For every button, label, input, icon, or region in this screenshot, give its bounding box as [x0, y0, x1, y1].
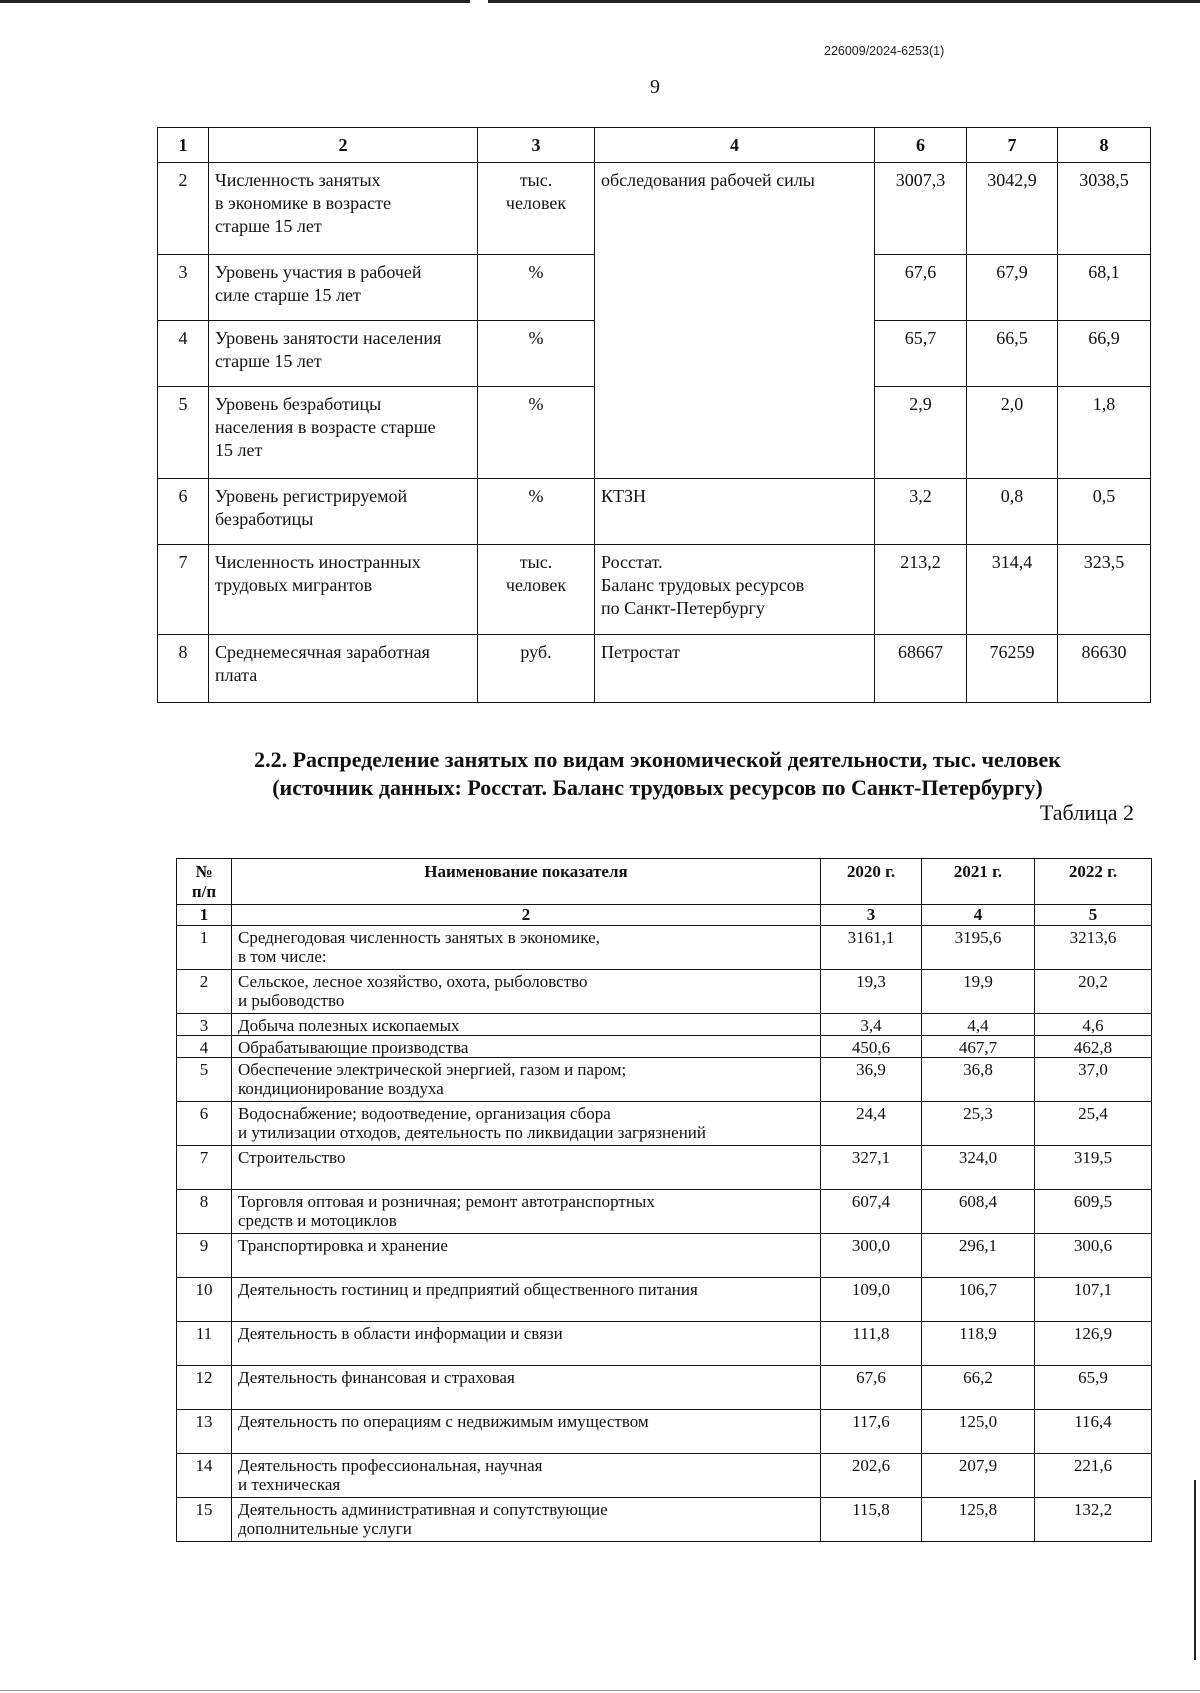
value-col-7: 314,4 — [967, 545, 1058, 635]
row-number: 4 — [177, 1036, 232, 1058]
column-header-2020: 2020 г. — [821, 859, 922, 905]
value-2022: 609,5 — [1035, 1190, 1152, 1234]
value-col-6: 3007,3 — [875, 163, 967, 255]
table-row — [177, 1454, 1152, 1498]
value-2021: 19,9 — [922, 970, 1035, 1014]
table-row — [177, 1234, 1152, 1278]
table-header-row — [158, 128, 1151, 163]
value-2021: 608,4 — [922, 1190, 1035, 1234]
value-2022: 300,6 — [1035, 1234, 1152, 1278]
activity-name: Среднегодовая численность занятых в экономике, в том числе: — [232, 926, 821, 970]
table-row — [158, 635, 1151, 703]
indicator-name: Уровень участия в рабочей силе старше 15 лет — [209, 255, 478, 321]
value-2022: 319,5 — [1035, 1146, 1152, 1190]
row-number: 2 — [158, 163, 209, 255]
row-number: 5 — [158, 387, 209, 479]
indicator-name: Численность иностранных трудовых мигрантов — [209, 545, 478, 635]
value-2020: 109,0 — [821, 1278, 922, 1322]
column-index-row — [177, 905, 1152, 926]
row-number: 11 — [177, 1322, 232, 1366]
value-2021: 3195,6 — [922, 926, 1035, 970]
column-header: 7 — [967, 128, 1058, 163]
value-col-7: 2,0 — [967, 387, 1058, 479]
table-row — [177, 1410, 1152, 1454]
scan-top-edge — [0, 0, 1200, 3]
activity-name: Транспортировка и хранение — [232, 1234, 821, 1278]
table-row — [177, 1102, 1152, 1146]
table-row — [158, 479, 1151, 545]
labor-indicators-table — [157, 127, 1151, 703]
value-2022: 65,9 — [1035, 1366, 1152, 1410]
value-col-7: 67,9 — [967, 255, 1058, 321]
table-row — [177, 1498, 1152, 1542]
data-source: Петростат — [595, 635, 875, 703]
value-2020: 111,8 — [821, 1322, 922, 1366]
value-2022: 4,6 — [1035, 1014, 1152, 1036]
value-2020: 67,6 — [821, 1366, 922, 1410]
value-2020: 115,8 — [821, 1498, 922, 1542]
value-2020: 24,4 — [821, 1102, 922, 1146]
row-number: 1 — [177, 926, 232, 970]
value-col-8: 66,9 — [1058, 321, 1151, 387]
scan-artifact — [0, 1690, 1200, 1691]
unit: тыс. человек — [478, 545, 595, 635]
data-source: КТЗН — [595, 479, 875, 545]
table-row — [177, 926, 1152, 970]
scan-artifact — [1194, 1480, 1196, 1660]
value-2022: 37,0 — [1035, 1058, 1152, 1102]
row-number: 2 — [177, 970, 232, 1014]
table-row — [177, 1058, 1152, 1102]
value-2020: 607,4 — [821, 1190, 922, 1234]
unit: % — [478, 479, 595, 545]
value-2022: 462,8 — [1035, 1036, 1152, 1058]
column-index: 2 — [232, 905, 821, 926]
value-col-6: 65,7 — [875, 321, 967, 387]
activity-name: Деятельность гостиниц и предприятий общественного питания — [232, 1278, 821, 1322]
row-number: 13 — [177, 1410, 232, 1454]
table-row — [177, 1036, 1152, 1058]
value-2021: 125,0 — [922, 1410, 1035, 1454]
value-2022: 116,4 — [1035, 1410, 1152, 1454]
value-2021: 4,4 — [922, 1014, 1035, 1036]
column-header-2021: 2021 г. — [922, 859, 1035, 905]
value-2020: 450,6 — [821, 1036, 922, 1058]
value-2022: 3213,6 — [1035, 926, 1152, 970]
value-col-7: 3042,9 — [967, 163, 1058, 255]
value-2020: 202,6 — [821, 1454, 922, 1498]
unit: % — [478, 255, 595, 321]
row-number: 8 — [177, 1190, 232, 1234]
unit: руб. — [478, 635, 595, 703]
table-header-row — [177, 859, 1152, 905]
column-index: 3 — [821, 905, 922, 926]
value-col-7: 66,5 — [967, 321, 1058, 387]
value-2020: 19,3 — [821, 970, 922, 1014]
value-2022: 132,2 — [1035, 1498, 1152, 1542]
indicator-name: Среднемесячная заработная плата — [209, 635, 478, 703]
value-2022: 25,4 — [1035, 1102, 1152, 1146]
value-2021: 207,9 — [922, 1454, 1035, 1498]
activity-name: Обрабатывающие производства — [232, 1036, 821, 1058]
value-col-6: 68667 — [875, 635, 967, 703]
document-id: 226009/2024-6253(1) — [824, 44, 945, 58]
table-row — [177, 1190, 1152, 1234]
column-header: 4 — [595, 128, 875, 163]
activity-name: Торговля оптовая и розничная; ремонт автотранспортных средств и мотоциклов — [232, 1190, 821, 1234]
unit: % — [478, 321, 595, 387]
table-row — [177, 1278, 1152, 1322]
value-2022: 221,6 — [1035, 1454, 1152, 1498]
row-number: 7 — [158, 545, 209, 635]
value-2022: 126,9 — [1035, 1322, 1152, 1366]
table-row — [177, 1322, 1152, 1366]
value-col-8: 0,5 — [1058, 479, 1151, 545]
value-2021: 296,1 — [922, 1234, 1035, 1278]
value-col-8: 86630 — [1058, 635, 1151, 703]
row-number: 8 — [158, 635, 209, 703]
employment-by-activity-table — [176, 858, 1152, 1542]
value-2021: 106,7 — [922, 1278, 1035, 1322]
value-col-8: 3038,5 — [1058, 163, 1151, 255]
activity-name: Строительство — [232, 1146, 821, 1190]
value-2021: 125,8 — [922, 1498, 1035, 1542]
value-2022: 20,2 — [1035, 970, 1152, 1014]
row-number: 3 — [177, 1014, 232, 1036]
value-2021: 25,3 — [922, 1102, 1035, 1146]
value-2020: 327,1 — [821, 1146, 922, 1190]
activity-name: Сельское, лесное хозяйство, охота, рыболовство и рыбоводство — [232, 970, 821, 1014]
row-number: 3 — [158, 255, 209, 321]
value-col-6: 67,6 — [875, 255, 967, 321]
row-number: 6 — [177, 1102, 232, 1146]
column-header-2022: 2022 г. — [1035, 859, 1152, 905]
row-number: 12 — [177, 1366, 232, 1410]
column-header-name: Наименование показателя — [232, 859, 821, 905]
section-title: 2.2. Распределение занятых по видам экономической деятельности, тыс. человек (источник данных: Росстат. Баланс трудовых ресурсов по Санкт-Петербургу) — [254, 747, 1061, 800]
indicator-name: Уровень регистрируемой безработицы — [209, 479, 478, 545]
activity-name: Деятельность профессиональная, научная и техническая — [232, 1454, 821, 1498]
unit: % — [478, 387, 595, 479]
column-header: 8 — [1058, 128, 1151, 163]
value-col-6: 3,2 — [875, 479, 967, 545]
indicator-name: Уровень занятости населения старше 15 лет — [209, 321, 478, 387]
activity-name: Обеспечение электрической энергией, газом и паром; кондиционирование воздуха — [232, 1058, 821, 1102]
column-header: 6 — [875, 128, 967, 163]
table-row — [177, 1014, 1152, 1036]
value-col-8: 68,1 — [1058, 255, 1151, 321]
value-2020: 36,9 — [821, 1058, 922, 1102]
value-2021: 324,0 — [922, 1146, 1035, 1190]
unit: тыс. человек — [478, 163, 595, 255]
activity-name: Водоснабжение; водоотведение, организация сбора и утилизации отходов, деятельность по ликвидации загрязнений — [232, 1102, 821, 1146]
table-row — [158, 163, 1151, 255]
activity-name: Деятельность в области информации и связи — [232, 1322, 821, 1366]
table-row — [158, 545, 1151, 635]
column-index: 4 — [922, 905, 1035, 926]
value-2021: 467,7 — [922, 1036, 1035, 1058]
scan-edge-gap — [470, 0, 488, 4]
row-number: 10 — [177, 1278, 232, 1322]
value-2021: 118,9 — [922, 1322, 1035, 1366]
data-source: обследования рабочей силы — [595, 163, 875, 479]
column-index: 5 — [1035, 905, 1152, 926]
indicator-name: Численность занятых в экономике в возрасте старше 15 лет — [209, 163, 478, 255]
activity-name: Деятельность финансовая и страховая — [232, 1366, 821, 1410]
column-header: 3 — [478, 128, 595, 163]
table-row — [177, 1366, 1152, 1410]
row-number: 4 — [158, 321, 209, 387]
value-col-7: 76259 — [967, 635, 1058, 703]
row-number: 15 — [177, 1498, 232, 1542]
activity-name: Деятельность административная и сопутствующие дополнительные услуги — [232, 1498, 821, 1542]
table-row — [177, 1146, 1152, 1190]
value-col-6: 2,9 — [875, 387, 967, 479]
value-2021: 66,2 — [922, 1366, 1035, 1410]
row-number: 7 — [177, 1146, 232, 1190]
value-2021: 36,8 — [922, 1058, 1035, 1102]
column-header-num: № п/п — [177, 859, 232, 905]
row-number: 9 — [177, 1234, 232, 1278]
activity-name: Деятельность по операциям с недвижимым имуществом — [232, 1410, 821, 1454]
value-col-8: 323,5 — [1058, 545, 1151, 635]
value-col-7: 0,8 — [967, 479, 1058, 545]
row-number: 14 — [177, 1454, 232, 1498]
column-index: 1 — [177, 905, 232, 926]
value-col-6: 213,2 — [875, 545, 967, 635]
table-row — [177, 970, 1152, 1014]
row-number: 6 — [158, 479, 209, 545]
indicator-name: Уровень безработицы населения в возрасте старше 15 лет — [209, 387, 478, 479]
data-source: Росстат. Баланс трудовых ресурсов по Санкт-Петербургу — [595, 545, 875, 635]
column-header: 2 — [209, 128, 478, 163]
value-2022: 107,1 — [1035, 1278, 1152, 1322]
value-2020: 3,4 — [821, 1014, 922, 1036]
page-number: 9 — [650, 76, 660, 98]
column-header: 1 — [158, 128, 209, 163]
row-number: 5 — [177, 1058, 232, 1102]
value-2020: 117,6 — [821, 1410, 922, 1454]
value-2020: 3161,1 — [821, 926, 922, 970]
table-label: Таблица 2 — [1039, 800, 1134, 825]
activity-name: Добыча полезных ископаемых — [232, 1014, 821, 1036]
value-2020: 300,0 — [821, 1234, 922, 1278]
value-col-8: 1,8 — [1058, 387, 1151, 479]
